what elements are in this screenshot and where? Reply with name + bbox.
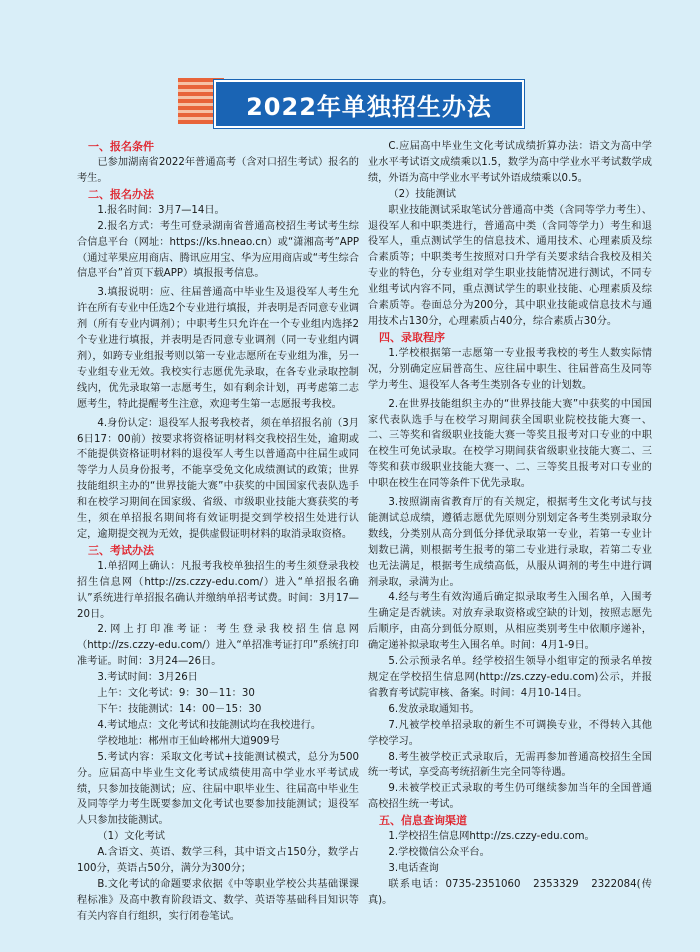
paragraph: 3.填报说明：应、往届普通高中毕业生及退役军人考生允许在所有专业中任选2个专业进行填报，并表明是否同意专业调剂（所有专业内调剂）；中职考生只允许在一个专业组内选择2个专业进行填报，并表明是否同意专业调剂（同一专业组内调剂），如跨专业组报考则以第一专业志愿所在专业组为准，另一专业组专业无效。我校实行志愿优先录取，在各专业录取控制线内，优先录取第一志愿考生，如有剩余计划，再考虑第二志愿考生，特此提醒考生注意，欢迎考生第一志愿报考我校。: [77, 287, 359, 410]
paragraph: 学校地址：郴州市王仙岭郴州大道909号: [97, 735, 280, 747]
section-heading-admission: 四、录取程序: [379, 330, 445, 344]
paragraph: 8.考生被学校正式录取后，无需再参加普通高校招生全国统一考试，享受高考统招新生完全同等待遇。: [368, 751, 652, 779]
paragraph: 1.单招网上确认：凡报考我校单独招生的考生须登录我校招生信息网（http://zs.czzy-edu.com/）进入“单招报名确认”系统进行单招报名确认并缴纳单招考试费。时间：3月17—20日。: [77, 560, 359, 620]
section-heading-inquiry: 五、信息查询渠道: [379, 814, 467, 828]
section-heading-registration: 二、报名办法: [88, 187, 154, 201]
paragraph: （2）技能测试: [388, 188, 456, 200]
paragraph: 下午：技能测试：14：00－15：30: [97, 704, 262, 715]
paragraph: 5.公示预录名单。经学校招生领导小组审定的预录名单按规定在学校招生信息网(http://zs.czzy-edu.com)公示，并报省教育考试院审核、备案。时间：4月10-14日。: [368, 656, 652, 699]
paragraph: 2.学校微信公众平台。: [388, 847, 490, 859]
paragraph: 上午：文化考试：9：30－11：30: [97, 688, 255, 700]
paragraph: 2.在世界技能组织主办的“世界技能大赛”中获奖的中国国家代表队选手与在校学习期间获全国职业院校技能大赛一、二、三等奖和省级职业技能大赛一等奖且报考对口专业的中职在校生可免试录取。在校学习期间获省级职业技能大赛二、三等奖和获市级职业技能大赛一、二、三等奖且报考对口专业的中职在校生在同等条件下优先录取。: [368, 398, 652, 490]
page-title: 2022年单独招生办法: [246, 92, 492, 121]
paragraph: 5.考试内容：采取文化考试+技能测试模式，总分为500分。应届高中毕业生文化考试成绩使用高中学业水平考试成绩，只参加技能测试；应、往届中职毕业生、往届高中毕业生及同等学力考生既要参加文化考试也要参加技能测试；退役军人只参加技能测试。: [77, 751, 359, 827]
paragraph: 1.学校招生信息网http://zs.czzy-edu.com。: [388, 831, 595, 843]
title-banner: [214, 80, 524, 128]
paragraph: 4.考试地点：文化考试和技能测试均在我校进行。: [97, 719, 322, 731]
paragraph: 3.电话查询: [388, 862, 439, 874]
paragraph: C.应届高中毕业生文化考试成绩折算办法：语文为高中学业水平考试语文成绩乘以1.5，数学为高中学业水平考试数学成绩，外语为高中学业水平考试外语成绩乘以0.5。: [368, 141, 652, 184]
paragraph: 已参加湖南省2022年普通高考（含对口招生考试）报名的考生。: [77, 157, 359, 184]
paragraph: 6.发放录取通知书。: [388, 703, 480, 715]
paragraph: A.含语文、英语、数学三科，其中语文占150分，数学占100分，英语占50分，满分为300分；: [77, 847, 359, 875]
right-column: [368, 139, 652, 909]
paragraph: 9.未被学校正式录取的考生仍可继续参加当年的全国普通高校招生统一考试。: [368, 783, 652, 811]
paragraph: 3.按照湖南省教育厅的有关规定，根据考生文化考试与技能测试总成绩，遵循志愿优先原则分别划定各考生类别录取分数线，分类别从高分到低分择优录取第一专业，若第一专业计划数已满，则根据考生报考的第二专业进行录取，若第二专业也无法满足，根据考生成绩高低，从服从调剂的考生中进行调剂录取，录满为止。: [368, 497, 652, 588]
paragraph: 1.学校根据第一志愿第一专业报考我校的考生人数实际情况，分别确定应届普高生、应往届中职生、往届普高生及同等学力考生、退役军人各考生类别各专业的计划数。: [368, 347, 652, 391]
left-column: [77, 139, 359, 925]
paragraph: 2.网上打印准考证：考生登录我校招生信息网（http://zs.czzy-edu.com/）进入“单招准考证打印”系统打印准考证。时间：3月24—26日。: [77, 624, 359, 668]
section-heading-eligibility: 一、报名条件: [88, 140, 154, 153]
paragraph: 3.考试时间：3月26日: [97, 672, 198, 684]
paragraph: 4.经与考生有效沟通后确定拟录取考生入围名单，入围考生确定是否就读。对放弃录取资格或空缺的计划，按照志愿先后顺序，由高分到低分原则，从相应类别考生中依顺序递补，确定递补拟录取考生入围名单。时间：4月1-9日。: [368, 592, 652, 652]
paragraph: 职业技能测试采取笔试分普通高中类（含同等学力考生）、退役军人和中职类进行，普通高中类（含同等学力）考生和退役军人，重点测试学生的信息技术、通用技术、心理素质及综合素质等；中职类考生按照对口升学有关要求结合我校及相关专业的特色，分专业组对学生职业技能情况进行测试，不同专业组考试内容不同，重点测试学生的职业技能、心理素质及综合素质等。卷面总分为200分，其中职业技能或信息技术与通用技术占130分，心理素质占40分，综合素质占30分。: [368, 204, 652, 327]
paragraph: 2.报名方式：考生可登录湖南省普通高校招生考试考生综合信息平台（网址：https://ks.hneao.cn）或“潇湘高考”APP（通过苹果应用商店、腾讯应用宝、华为应用商店或“考生综合信息平台”首页下载APP）填报报考信息。: [77, 220, 359, 280]
paragraph: B.文化考试的命题要求依据《中等职业学校公共基础课课程标准》及高中教育阶段语文、数学、英语等基础科目知识等有关内容自行组织，实行闭卷笔试。: [77, 878, 359, 922]
section-heading-exam: 三、考试办法: [88, 543, 154, 557]
contact-phone: 联系电话：0735-2351060 2353329 2322084(传真)。: [368, 878, 652, 906]
paragraph: （1）文化考试: [97, 831, 165, 843]
paragraph: 1.报名时间：3月7—14日。: [97, 204, 225, 216]
paragraph: 4.身份认定：退役军人报考我校者，须在单招报名前（3月6日17：00前）按要求将资格证明材料交我校招生处，逾期或不能提供资格证明材料的退役军人考生以普通高中往届生或同等学力人员身份报考，不能享受免文化成绩测试的政策；世界技能组织主办的“世界技能大赛”中获奖的中国国家代表队选手和在校学习期间在国家级、省级、市级职业技能大赛获奖的考生，须在单招报名期间将有效证明提交到学校招生处进行认定，逾期提交视为无效，提供虚假证明材料的取消录取资格。: [77, 417, 359, 540]
paragraph: 7.凡被学校单招录取的新生不可调换专业，不得转入其他学校学习。: [368, 719, 652, 747]
